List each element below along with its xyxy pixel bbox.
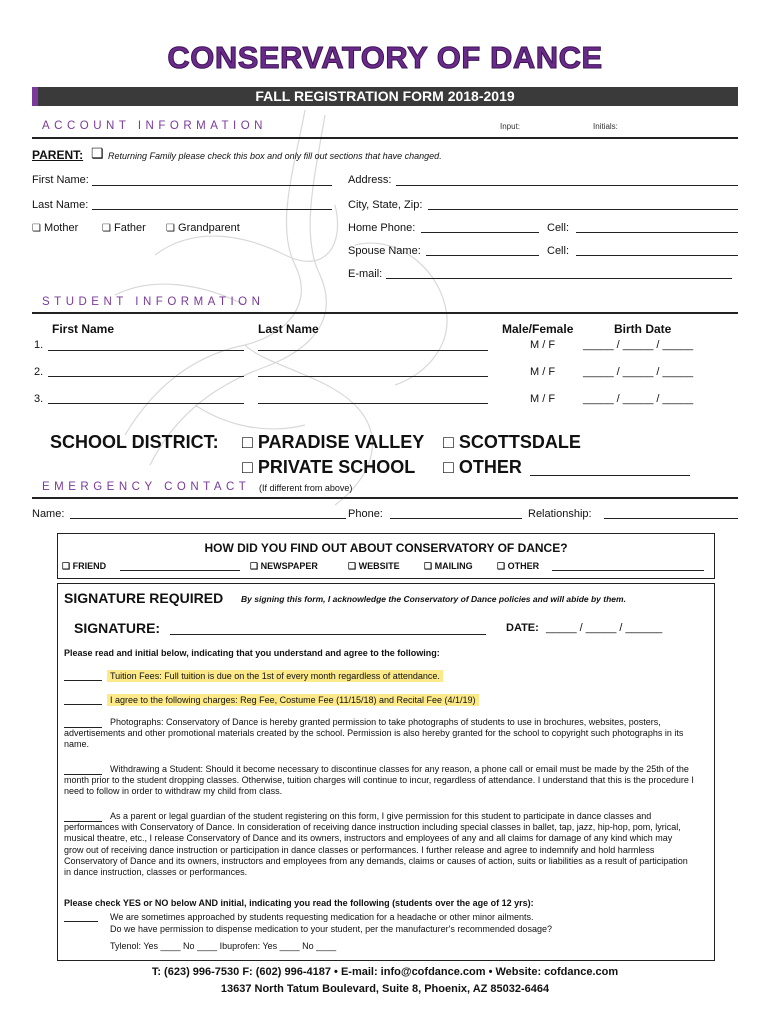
cell-field[interactable] xyxy=(576,232,738,233)
checkbox-icon: ❏ xyxy=(102,223,111,234)
student-divider xyxy=(32,312,738,314)
student-first-name-field[interactable] xyxy=(48,350,244,351)
returning-checkbox[interactable]: ❏ xyxy=(91,145,104,161)
emergency-name-label: Name: xyxy=(32,508,65,520)
signature-label: SIGNATURE: xyxy=(74,620,161,636)
city-field[interactable] xyxy=(428,209,738,210)
medication-initials-field[interactable] xyxy=(64,921,98,922)
signature-heading: SIGNATURE REQUIRED xyxy=(64,590,224,606)
spouse-name-label: Spouse Name: xyxy=(348,245,421,257)
student-gender[interactable]: M / F xyxy=(530,393,556,405)
student-row-number: 2. xyxy=(34,366,44,378)
checkbox-icon: ❏ xyxy=(62,561,71,571)
emergency-name-field[interactable] xyxy=(70,518,346,519)
account-divider xyxy=(32,137,738,139)
medication-heading: Please check YES or NO below AND initial, indicating you read the following (students over the age of 12 yrs): xyxy=(64,898,534,908)
medication-options[interactable]: Tylenol: Yes ____ No ____ Ibuprofen: Yes ____ No ____ xyxy=(110,941,337,951)
spouse-name-field[interactable] xyxy=(426,255,539,256)
medication-note: We are sometimes approached by students requesting medication for a headache or other minor ailments. xyxy=(110,912,534,922)
student-last-name-field[interactable] xyxy=(258,350,488,351)
initials-instructions: Please read and initial below, indicating that you understand and agree to the following: xyxy=(64,648,440,658)
friend-option[interactable]: ❏ FRIEND xyxy=(62,561,107,571)
banner-accent xyxy=(32,87,38,106)
scottsdale-option[interactable]: □ SCOTTSDALE xyxy=(443,432,581,452)
contact-footer: T: (623) 996-7530 F: (602) 996-4187 • E-mail: info@cofdance.com • Website: cofdance.com xyxy=(151,966,619,978)
student-first-name-field[interactable] xyxy=(48,403,244,404)
mother-option[interactable]: ❏ Mother xyxy=(32,222,79,234)
home-phone-field[interactable] xyxy=(421,232,539,233)
signature-field[interactable] xyxy=(170,634,486,635)
school-district-label: SCHOOL DISTRICT: xyxy=(50,432,219,452)
mailing-option[interactable]: ❏ MAILING xyxy=(424,561,473,571)
relationship-label: Relationship: xyxy=(528,508,592,520)
friend-field[interactable] xyxy=(120,570,240,571)
photos-policy: Photographs: Conservatory of Dance is hereby granted permission to take photographs of students to use in brochures, websites, posters, advertisements and other promotional materials created by the school. Permission is also hereby granted for the school to copyright such photographs in its name. xyxy=(64,717,684,750)
student-row-number: 3. xyxy=(34,393,44,405)
medication-question: Do we have permission to dispense medication to your student, per the manufacturer's recommended dosage? xyxy=(110,924,552,934)
date-label: DATE: xyxy=(506,622,539,634)
student-row-number: 1. xyxy=(34,339,44,351)
city-label: City, State, Zip: xyxy=(348,199,423,211)
home-phone-label: Home Phone: xyxy=(348,222,416,234)
charges-policy: I agree to the following charges: Reg Fee, Costume Fee (11/15/18) and Recital Fee (4/1/19) xyxy=(107,694,479,706)
emergency-phone-label: Phone: xyxy=(348,508,383,520)
liability-policy: As a parent or legal guardian of the student registering on this form, I give permission for this student to participate in dance classes and performances with Conservatory of Dance. In consideration of receiving dance instruction including special classes in ballet, tap, jazz, hip-hop, pom, lyrical, musical theatre, etc., I release Conservatory of Dance and its owners, instructors and employees of any and all claims for damage of any kind which may grow out of receiving dance instruction or participation in dance classes or performances. I further release and agree to indemnify and hold harmless Conservatory of Dance and its owners, instructors and employees from any demands, claims or causes of action, suits or liabilities as a result of participation in dance instruction, classes or performances. xyxy=(64,811,688,878)
first-name-label: First Name: xyxy=(32,174,89,186)
charges-initials-field[interactable] xyxy=(64,704,102,705)
student-first-name-field[interactable] xyxy=(48,376,244,377)
checkbox-icon: ❏ xyxy=(497,561,506,571)
col-last-name: Last Name xyxy=(258,322,319,336)
student-last-name-field[interactable] xyxy=(258,403,488,404)
student-section-label: STUDENT INFORMATION xyxy=(42,296,265,308)
grandparent-option[interactable]: ❏ Grandparent xyxy=(166,222,240,234)
col-gender: Male/Female xyxy=(502,322,574,336)
initials-label: Initials: xyxy=(593,122,618,131)
student-birth-date[interactable]: _____ / _____ / _____ xyxy=(583,339,694,351)
col-first-name: First Name xyxy=(52,322,115,336)
col-birth-date: Birth Date xyxy=(614,322,672,336)
other-district-option[interactable]: □ OTHER xyxy=(443,457,522,477)
email-label: E-mail: xyxy=(348,268,383,280)
spouse-cell-field[interactable] xyxy=(576,255,738,256)
private-school-option[interactable]: □ PRIVATE SCHOOL xyxy=(242,457,416,477)
cell-label: Cell: xyxy=(547,222,570,234)
first-name-field[interactable] xyxy=(92,185,332,186)
emergency-phone-field[interactable] xyxy=(390,518,522,519)
relationship-field[interactable] xyxy=(604,518,738,519)
checkbox-icon: ❏ xyxy=(424,561,433,571)
withdraw-policy: Withdrawing a Student: Should it become necessary to discontinue classes for any reason, a phone call or email must be made by the 25th of the month prior to the student dropping classes. Otherwise, tuition charges will continue to incur, regardless of attendance. I understand that this is the procedure I need to follow in order to withdraw my child from class. xyxy=(64,764,694,797)
address-footer: 13637 North Tatum Boulevard, Suite 8, Phoenix, AZ 85032-6464 xyxy=(220,983,550,995)
last-name-label: Last Name: xyxy=(32,199,89,211)
newspaper-option[interactable]: ❏ NEWSPAPER xyxy=(250,561,318,571)
address-label: Address: xyxy=(348,174,392,186)
checkbox-icon: ❏ xyxy=(250,561,259,571)
email-field[interactable] xyxy=(386,278,732,279)
emergency-section-label: EMERGENCY CONTACT xyxy=(42,481,251,493)
other-referral-option[interactable]: ❏ OTHER xyxy=(497,561,540,571)
emergency-divider xyxy=(32,497,738,499)
checkbox-icon: □ xyxy=(443,432,454,452)
date-field[interactable]: _____ / _____ / ______ xyxy=(546,622,663,634)
parent-label: PARENT: xyxy=(32,148,84,162)
checkbox-icon: ❏ xyxy=(166,223,175,234)
checkbox-icon: □ xyxy=(443,457,454,477)
returning-note: Returning Family please check this box and only fill out sections that have changed. xyxy=(108,151,442,161)
page-title: CONSERVATORY OF DANCE xyxy=(167,40,603,75)
checkbox-icon: □ xyxy=(242,432,253,452)
spouse-cell-label: Cell: xyxy=(547,245,570,257)
input-label: Input: xyxy=(500,122,521,131)
emergency-note: (If different from above) xyxy=(259,483,353,493)
student-birth-date[interactable]: _____ / _____ / _____ xyxy=(583,393,694,405)
student-birth-date[interactable]: _____ / _____ / _____ xyxy=(583,366,694,378)
student-gender[interactable]: M / F xyxy=(530,339,556,351)
father-option[interactable]: ❏ Father xyxy=(102,222,146,234)
form-banner: FALL REGISTRATION FORM 2018-2019 xyxy=(32,87,738,106)
referral-box xyxy=(57,533,715,579)
student-last-name-field[interactable] xyxy=(258,376,488,377)
tuition-initials-field[interactable] xyxy=(64,680,102,681)
checkbox-icon: □ xyxy=(242,457,253,477)
referral-question: HOW DID YOU FIND OUT ABOUT CONSERVATORY OF DANCE? xyxy=(204,541,568,555)
paradise-valley-option[interactable]: □ PARADISE VALLEY xyxy=(242,432,425,452)
last-name-field[interactable] xyxy=(92,209,332,210)
address-field[interactable] xyxy=(396,185,738,186)
signature-acknowledgement: By signing this form, I acknowledge the Conservatory of Dance policies and will abide by them. xyxy=(241,594,626,604)
tuition-policy: Tuition Fees: Full tuition is due on the 1st of every month regardless of attendance. xyxy=(107,670,443,682)
website-option[interactable]: ❏ WEBSITE xyxy=(348,561,400,571)
checkbox-icon: ❏ xyxy=(348,561,357,571)
other-referral-field[interactable] xyxy=(552,570,704,571)
account-section-label: ACCOUNT INFORMATION xyxy=(42,120,267,132)
checkbox-icon: ❏ xyxy=(32,223,41,234)
other-district-field[interactable] xyxy=(530,475,690,476)
student-gender[interactable]: M / F xyxy=(530,366,556,378)
